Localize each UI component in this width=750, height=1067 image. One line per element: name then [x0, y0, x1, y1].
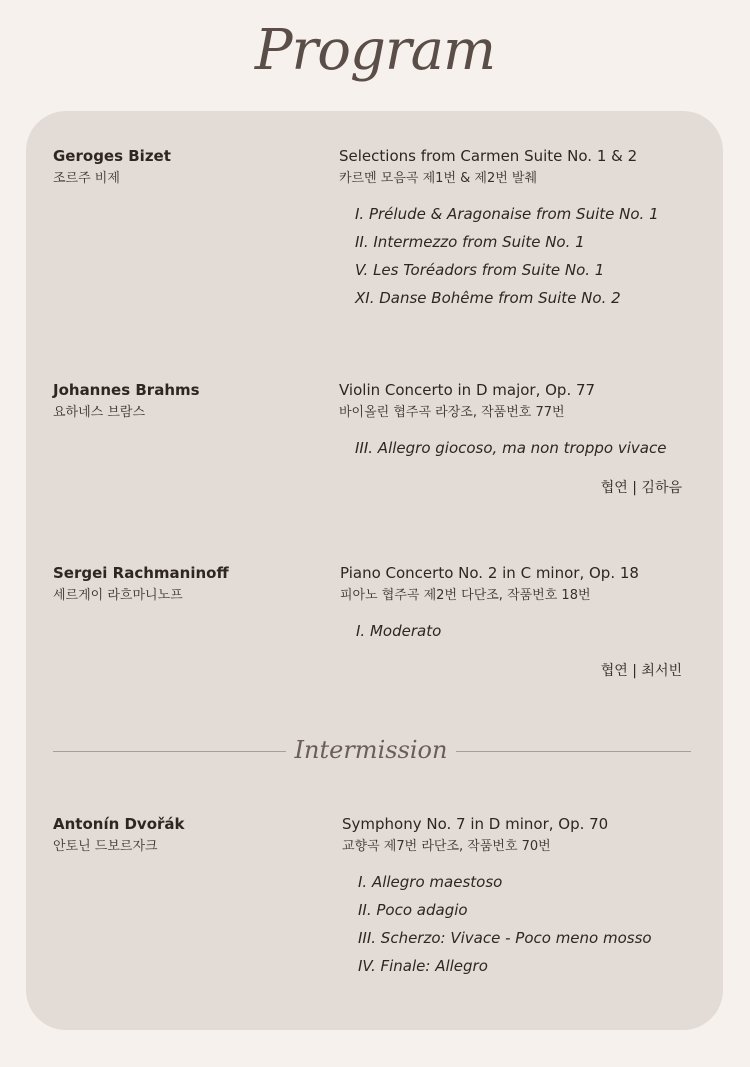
work — [340, 564, 690, 645]
movement-item: III. Scherzo: Vivace - Poco meno mosso — [358, 929, 652, 947]
work-title-ko: 피아노 협주곡 제2번 다단조, 작품번호 18번 — [340, 588, 591, 603]
composer-name-ko: 조르주 비제 — [53, 171, 120, 186]
soloist-credit: 협연 | 최서빈 — [600, 663, 682, 679]
composer-name-en: Antonín Dvořák — [53, 815, 185, 833]
movement-item: V. Les Toréadors from Suite No. 1 — [355, 261, 605, 279]
page-title: Program — [254, 18, 496, 83]
composer-name-en: Geroges Bizet — [53, 147, 171, 165]
soloist-credit: 협연 | 김하음 — [600, 480, 682, 496]
work-title-en: Selections from Carmen Suite No. 1 & 2 — [339, 147, 638, 165]
intermission-divider — [53, 730, 691, 770]
composer — [53, 147, 313, 187]
movement-list — [358, 868, 692, 980]
divider-line — [53, 751, 286, 752]
work-title-ko: 교향곡 제7번 라단조, 작품번호 70번 — [342, 839, 551, 854]
divider-line — [456, 751, 691, 752]
composer-name-ko: 세르게이 라흐마니노프 — [53, 588, 183, 603]
composer — [53, 381, 313, 421]
movement-list — [356, 617, 690, 645]
work-title-en: Violin Concerto in D major, Op. 77 — [339, 381, 596, 399]
composer — [53, 564, 313, 604]
composer-name-ko: 안토닌 드보르자크 — [53, 839, 158, 854]
work — [339, 381, 689, 462]
movement-item: I. Prélude & Aragonaise from Suite No. 1 — [355, 205, 659, 223]
composer-name-en: Johannes Brahms — [53, 381, 200, 399]
movement-item: I. Allegro maestoso — [358, 873, 503, 891]
composer-name-en: Sergei Rachmaninoff — [53, 564, 229, 582]
composer-name-ko: 요하네스 브람스 — [53, 405, 146, 420]
work — [342, 815, 692, 980]
work-title-en: Symphony No. 7 in D minor, Op. 70 — [342, 815, 609, 833]
work-title-ko: 바이올린 협주곡 라장조, 작품번호 77번 — [339, 405, 565, 420]
program-card — [26, 111, 723, 1030]
movement-item: IV. Finale: Allegro — [358, 957, 488, 975]
work-title-ko: 카르멘 모음곡 제1번 & 제2번 발췌 — [339, 171, 538, 186]
intermission-label: Intermission — [294, 736, 448, 764]
movement-item: I. Moderato — [356, 622, 442, 640]
movement-list — [355, 434, 689, 462]
movement-item: II. Poco adagio — [358, 901, 468, 919]
work-title-en: Piano Concerto No. 2 in C minor, Op. 18 — [340, 564, 639, 582]
movement-list — [355, 200, 689, 312]
movement-item: XI. Danse Bohême from Suite No. 2 — [355, 289, 621, 307]
movement-item: III. Allegro giocoso, ma non troppo vivace — [355, 439, 667, 457]
composer — [53, 815, 313, 855]
movement-item: II. Intermezzo from Suite No. 1 — [355, 233, 585, 251]
work — [339, 147, 689, 312]
